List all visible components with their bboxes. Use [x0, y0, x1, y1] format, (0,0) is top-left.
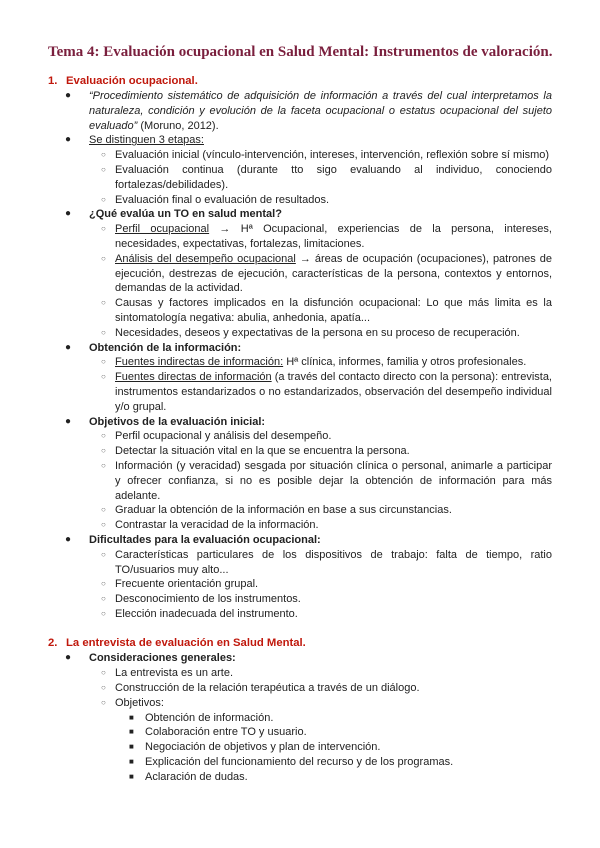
- list-item: [101, 326, 552, 341]
- bullet-circle-icon: ○: [101, 460, 106, 470]
- list-item: [101, 222, 552, 252]
- text-run: Contrastar la veracidad de la información.: [115, 519, 319, 532]
- list-item: [101, 696, 552, 711]
- text-run: Perfil ocupacional y análisis del desempeño.: [115, 430, 332, 443]
- bullet-square-icon: ■: [129, 771, 134, 781]
- bullet-square-icon: ■: [129, 757, 134, 767]
- list-item: [101, 429, 552, 444]
- text-run: Se distinguen 3 etapas:: [89, 134, 204, 147]
- list-item: [101, 666, 552, 681]
- document-body: [48, 74, 552, 799]
- text-run: Colaboración entre TO y usuario.: [145, 726, 307, 739]
- list-item: [101, 518, 552, 533]
- list-item: [129, 770, 552, 785]
- list-item: [101, 681, 552, 696]
- text-run: Obtención de la información:: [89, 341, 242, 354]
- text-run: Detectar la situación vital en la que se encuentra la persona.: [115, 445, 410, 458]
- text-run: Necesidades, deseos y expectativas de la persona en su proceso de recuperación.: [115, 326, 520, 339]
- section: [48, 74, 552, 622]
- list-item: [101, 607, 552, 622]
- bullet-square-icon: ■: [129, 727, 134, 737]
- bullet-circle-icon: ○: [101, 150, 106, 160]
- list-item: [65, 415, 552, 430]
- list-item: [101, 163, 552, 193]
- bullet-circle-icon: ○: [101, 668, 106, 678]
- list-item: [101, 296, 552, 326]
- bullet-circle-icon: ○: [101, 327, 106, 337]
- bullet-square-icon: ■: [129, 712, 134, 722]
- bullet-circle-icon: ○: [101, 164, 106, 174]
- text-run: Características particulares de los dispositivos de trabajo: falta de tiempo, ratio TO/usuarios muy alto...: [115, 548, 552, 576]
- list-item: [65, 133, 552, 148]
- bullet-disc-icon: ●: [65, 533, 72, 545]
- text-run: Construcción de la relación terapéutica a través de un diálogo.: [115, 682, 420, 695]
- text-run: Aclaración de dudas.: [145, 770, 248, 783]
- text-run: → Hª Ocupacional, experiencias de la persona, intereses, necesidades, expectativas, fortalezas, limitaciones.: [115, 223, 552, 250]
- text-run: Negociación de objetivos y plan de intervención.: [145, 741, 381, 754]
- text-run: (Moruno, 2012).: [137, 119, 219, 132]
- bullet-circle-icon: ○: [101, 298, 106, 308]
- text-run: Graduar la obtención de la información en base a sus circunstancias.: [115, 504, 452, 517]
- text-run: Causas y factores implicados en la disfunción ocupacional: Lo que más limita es la sintomatología negativa: abulia, anhedonia, apatía...: [115, 297, 552, 324]
- text-run: Evaluación final o evaluación de resultados.: [115, 193, 330, 206]
- text-run: Objetivos:: [115, 696, 164, 709]
- bullet-circle-icon: ○: [101, 683, 106, 693]
- section-heading-text: Evaluación ocupacional.: [66, 75, 198, 87]
- bullet-circle-icon: ○: [101, 520, 106, 530]
- section-number: 2.: [48, 637, 58, 650]
- list-item: [129, 755, 552, 770]
- text-run: Perfil ocupacional: [115, 223, 210, 236]
- list-item: [101, 355, 552, 370]
- bullet-disc-icon: ●: [65, 208, 72, 220]
- list-item: [101, 592, 552, 607]
- list-item: [65, 651, 552, 666]
- bullet-circle-icon: ○: [101, 608, 106, 618]
- list-item: [101, 252, 552, 296]
- text-run: Explicación del funcionamiento del recurso y de los programas.: [145, 756, 454, 769]
- text-run: Información (y veracidad) sesgada por situación clínica o personal, animarle a participar y ofrecer confianza, si no es posible dejar la obtención de información para más adelante.: [115, 459, 552, 502]
- list-item: [101, 193, 552, 208]
- text-run: La entrevista es un arte.: [115, 667, 234, 680]
- list-item: [129, 740, 552, 755]
- section-heading-text: La entrevista de evaluación en Salud Mental.: [66, 637, 306, 650]
- text-run: Objetivos de la evaluación inicial:: [89, 415, 266, 428]
- bullet-square-icon: ■: [129, 742, 134, 752]
- text-run: Fuentes indirectas de información:: [115, 356, 284, 369]
- text-run: “Procedimiento sistemático de adquisición de información a través del cual interpretamos la naturaleza, condición y evolución de la faceta ocupacional o estatus ocupacional del sujeto evaluado”: [89, 90, 552, 132]
- text-run: Frecuente orientación grupal.: [115, 578, 259, 591]
- bullet-circle-icon: ○: [101, 431, 106, 441]
- bullet-circle-icon: ○: [101, 505, 106, 515]
- bullet-circle-icon: ○: [101, 224, 106, 234]
- text-run: → áreas de ocupación (ocupaciones), patrones de ejecución, destrezas de ejecución, características de la persona, contextos y entornos, demandas de la actividad.: [115, 252, 552, 295]
- text-run: Elección inadecuada del instrumento.: [115, 607, 298, 620]
- list-item: [101, 577, 552, 592]
- list-item: [101, 370, 552, 414]
- list-item: [101, 548, 552, 578]
- text-run: Evaluación inicial (vínculo-intervención, intereses, intervención, reflexión sobre sí mismo): [115, 149, 550, 162]
- bullet-circle-icon: ○: [101, 579, 106, 589]
- section-heading: [48, 74, 552, 89]
- bullet-circle-icon: ○: [101, 194, 106, 204]
- bullet-circle-icon: ○: [101, 357, 106, 367]
- list-item: [65, 341, 552, 356]
- text-run: Hª clínica, informes, familia y otros profesionales.: [283, 356, 527, 369]
- bullet-circle-icon: ○: [101, 446, 106, 456]
- text-run: Obtención de información.: [145, 711, 274, 724]
- text-run: Dificultades para la evaluación ocupacional:: [89, 533, 321, 546]
- list-item: [65, 89, 552, 133]
- section-heading: [48, 636, 552, 651]
- bullet-circle-icon: ○: [101, 372, 106, 382]
- text-run: Desconocimiento de los instrumentos.: [115, 593, 301, 606]
- bullet-circle-icon: ○: [101, 549, 106, 559]
- bullet-circle-icon: ○: [101, 253, 106, 263]
- list-item: [101, 148, 552, 163]
- list-item: [65, 533, 552, 548]
- list-item: [101, 444, 552, 459]
- list-item: [65, 207, 552, 222]
- text-run: Evaluación continua (durante tto sigo evaluando al individuo, conociendo fortalezas/debilidades).: [115, 163, 552, 191]
- bullet-circle-icon: ○: [101, 697, 106, 707]
- bullet-disc-icon: ●: [65, 415, 72, 427]
- section-number: 1.: [48, 75, 58, 87]
- document-title: Tema 4: Evaluación ocupacional en Salud Mental: Instrumentos de valoración.: [48, 44, 553, 60]
- list-item: [101, 503, 552, 518]
- bullet-disc-icon: ●: [65, 652, 72, 664]
- list-item: [129, 725, 552, 740]
- text-run: ¿Qué evalúa un TO en salud mental?: [89, 208, 282, 221]
- bullet-disc-icon: ●: [65, 90, 72, 101]
- text-run: Fuentes directas de información: [115, 371, 272, 384]
- text-run: (a través del contacto directo con la persona): entrevista, instrumentos estandarizados o no estandarizados, observación del desempeño individual y/o grupal.: [115, 371, 552, 413]
- list-item: [129, 711, 552, 726]
- section: [48, 636, 552, 784]
- bullet-circle-icon: ○: [101, 594, 106, 604]
- text-run: Consideraciones generales:: [89, 652, 236, 665]
- bullet-disc-icon: ●: [65, 341, 72, 353]
- bullet-disc-icon: ●: [65, 134, 72, 146]
- text-run: Análisis del desempeño ocupacional: [115, 252, 296, 265]
- list-item: [101, 459, 552, 503]
